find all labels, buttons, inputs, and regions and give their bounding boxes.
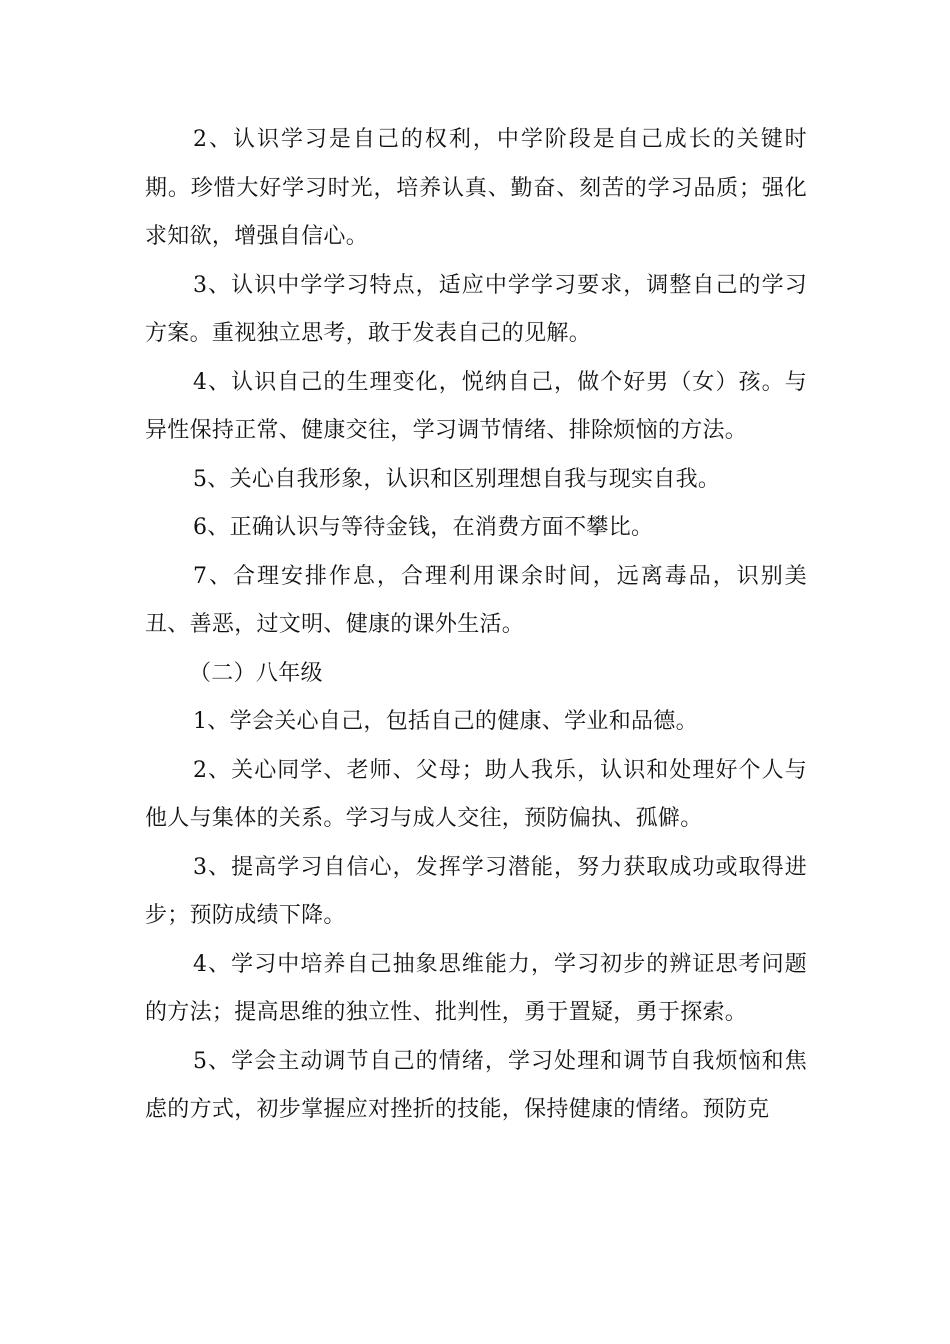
paragraph-item-2: 2、认识学习是自己的权利，中学阶段是自己成长的关键时期。珍惜大好学习时光，培养认真、勤奋、刻苦的学习品质；强化求知欲，增强自信心。 (145, 127, 807, 249)
document-body (145, 116, 807, 1135)
grade-eight-item-1: 1、学会关心自己，包括自己的健康、学业和品德。 (193, 709, 698, 734)
grade-eight-item-3: 3、提高学习自信心，发挥学习潜能，努力获取成功或取得进步；预防成绩下降。 (145, 854, 807, 928)
paragraph-item-5: 5、关心自我形象，认识和区别理想自我与现实自我。 (193, 466, 721, 492)
grade-eight-item-2: 2、关心同学、老师、父母；助人我乐，认识和处理好个人与他人与集体的关系。学习与成人交往，预防偏执、孤僻。 (145, 757, 807, 831)
paragraph-item-4: 4、认识自己的生理变化，悦纳自己，做个好男（女）孩。与异性保持正常、健康交往，学习调节情绪、排除烦恼的方法。 (145, 369, 807, 443)
paragraph-item-6: 6、正确认识与等待金钱，在消费方面不攀比。 (193, 515, 654, 540)
paragraph-item-7: 7、合理安排作息，合理利用课余时间，远离毒品，识别美丑、善恶，过文明、健康的课外生活。 (145, 563, 807, 637)
grade-eight-item-4: 4、学习中培养自己抽象思维能力，学习初步的辨证思考问题的方法；提高思维的独立性、批判性，勇于置疑，勇于探索。 (145, 951, 807, 1025)
grade-eight-item-5: 5、学会主动调节自己的情绪，学习处理和调节自我烦恼和焦虑的方式，初步掌握应对挫折的技能，保持健康的情绪。预防克 (145, 1048, 807, 1122)
section-heading-grade-eight: （二）八年级 (189, 660, 323, 686)
paragraph-item-3: 3、认识中学学习特点，适应中学学习要求，调整自己的学习方案。重视独立思考，敢于发表自己的见解。 (145, 272, 807, 346)
